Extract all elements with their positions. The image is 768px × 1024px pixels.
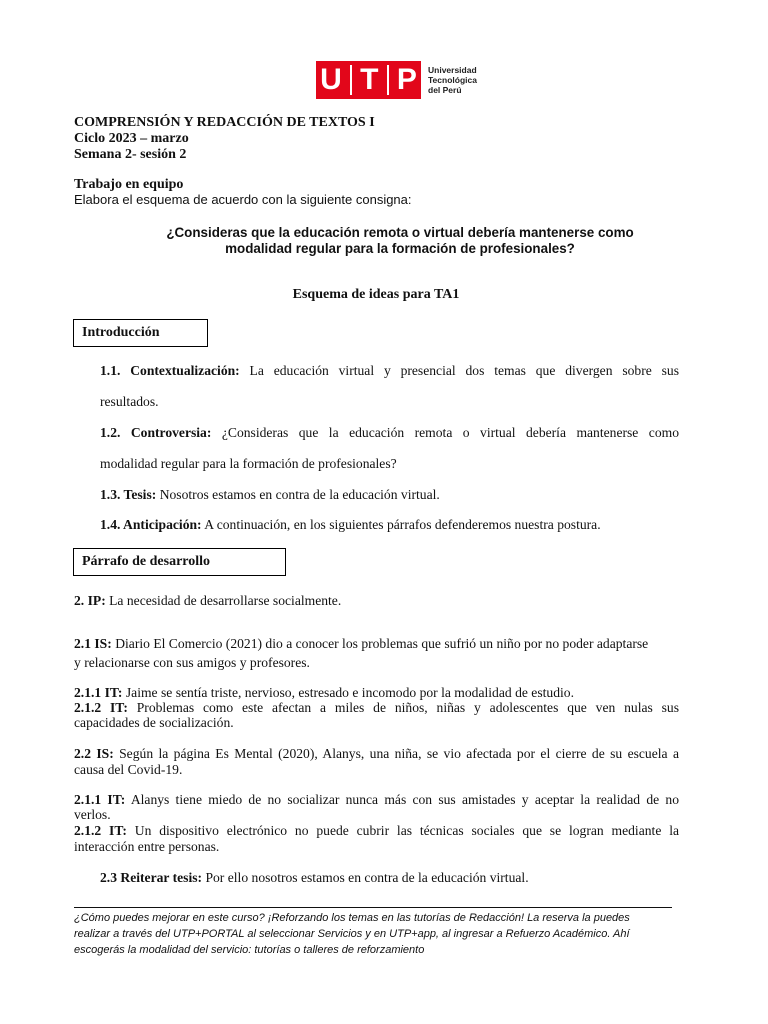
tertiary-idea-1-1 [74, 685, 574, 701]
task-instruction: Elabora el esquema de acuerdo con la siguiente consigna: [74, 192, 412, 207]
tertiary-idea-2-2-text: Un dispositivo electrónico no puede cubrir las técnicas sociales que se logran mediante la [134, 823, 679, 838]
thesis-text: Nosotros estamos en contra de la educación virtual. [159, 487, 440, 502]
secondary-idea-2-label: 2.2 IS: [74, 746, 114, 761]
secondary-idea-2-text-2: causa del Covid-19. [74, 762, 183, 777]
tertiary-idea-2-1 [74, 792, 679, 808]
footer-line-3: escogerás la modalidad del servicio: tutorías o talleres de reforzamiento [74, 944, 425, 956]
tertiary-idea-2-1-text: Alanys tiene miedo de no socializar nunca más con sus amistades y aceptar la realidad de no [130, 792, 680, 807]
controversy-text: ¿Consideras que la educación remota o virtual debería mantenerse como [221, 425, 679, 440]
logo-separator [350, 65, 352, 95]
footer-line-1: ¿Cómo puedes mejorar en este curso? ¡Reforzando los temas en las tutorías de Redacción! La reserva la puedes [74, 912, 630, 924]
logo-letter-u: U [320, 63, 342, 96]
question-line-2: modalidad regular para la formación de profesionales? [225, 241, 575, 256]
anticipation-label: 1.4. Anticipación: [100, 517, 202, 532]
development-box: Párrafo de desarrollo [73, 548, 286, 576]
context-text-2: resultados. [100, 394, 159, 409]
intro-thesis [100, 487, 440, 503]
intro-anticipation [100, 517, 601, 533]
course-week: Semana 2- sesión 2 [74, 147, 187, 162]
tertiary-idea-2-2-label: 2.1.2 IT: [74, 823, 127, 838]
reiterate-thesis [100, 870, 529, 886]
main-idea-label: 2. IP: [74, 593, 106, 608]
secondary-idea-1-text-2: y relacionarse con sus amigos y profesores. [74, 655, 310, 670]
tertiary-idea-1-2-text: Problemas como este afectan a miles de niños, niñas y adolescentes que ven nulas sus [136, 700, 680, 715]
footer-divider [74, 907, 672, 908]
secondary-idea-2 [74, 746, 679, 762]
logo-line-2: Tecnológica [428, 75, 477, 85]
utp-logo-text [428, 65, 477, 95]
tertiary-idea-2-2 [74, 823, 679, 839]
main-idea-text: La necesidad de desarrollarse socialmente. [109, 593, 342, 608]
footer-line-2: realizar a través del UTP+PORTAL al seleccionar Servicios y en UTP+app, al ingresar a Refuerzo Académico. Ahí [74, 928, 630, 940]
course-title: COMPRENSIÓN Y REDACCIÓN DE TEXTOS I [74, 115, 375, 130]
secondary-idea-2-text: Según la página Es Mental (2020), Alanys, una niña, se vio afectada por el cierre de su escuela a [119, 746, 679, 761]
tertiary-idea-2-2-text-2: interacción entre personas. [74, 839, 220, 854]
logo-letter-p: P [396, 63, 417, 96]
controversy-text-2: modalidad regular para la formación de profesionales? [100, 456, 397, 471]
tertiary-idea-1-2 [74, 700, 679, 716]
anticipation-text: A continuación, en los siguientes párrafos defenderemos nuestra postura. [204, 517, 601, 532]
intro-controversy [100, 425, 679, 441]
context-label: 1.1. Contextualización: [100, 363, 240, 378]
course-cycle: Ciclo 2023 – marzo [74, 131, 189, 146]
secondary-idea-1-text: Diario El Comercio (2021) dio a conocer los problemas que sufrió un niño por no poder adaptarse [115, 636, 649, 651]
intro-context [100, 363, 679, 379]
tertiary-idea-1-2-label: 2.1.2 IT: [74, 700, 128, 715]
utp-logo [316, 60, 477, 100]
context-text: La educación virtual y presencial dos temas que divergen sobre sus [249, 363, 679, 378]
question-line-1: ¿Consideras que la educación remota o virtual debería mantenerse como [166, 225, 634, 240]
intro-box: Introducción [73, 319, 208, 347]
scheme-title: Esquema de ideas para TA1 [292, 287, 460, 302]
utp-logo-mark [316, 61, 421, 99]
logo-separator [387, 65, 389, 95]
reiterate-thesis-label: 2.3 Reiterar tesis: [100, 870, 203, 885]
controversy-label: 1.2. Controversia: [100, 425, 212, 440]
reiterate-thesis-text: Por ello nosotros estamos en contra de la educación virtual. [205, 870, 529, 885]
tertiary-idea-1-2-text-2: capacidades de socialización. [74, 715, 234, 730]
logo-line-1: Universidad [428, 65, 477, 75]
task-title: Trabajo en equipo [74, 177, 184, 192]
thesis-label: 1.3. Tesis: [100, 487, 157, 502]
tertiary-idea-2-1-text-2: verlos. [74, 807, 111, 822]
tertiary-idea-2-1-label: 2.1.1 IT: [74, 792, 126, 807]
logo-letter-t: T [360, 63, 379, 96]
tertiary-idea-1-1-label: 2.1.1 IT: [74, 685, 123, 700]
main-idea [74, 593, 341, 609]
tertiary-idea-1-1-text: Jaime se sentía triste, nervioso, estresado e incomodo por la modalidad de estudio. [125, 685, 574, 700]
secondary-idea-1-label: 2.1 IS: [74, 636, 112, 651]
secondary-idea-1 [74, 636, 694, 652]
logo-line-3: del Perú [428, 85, 462, 95]
